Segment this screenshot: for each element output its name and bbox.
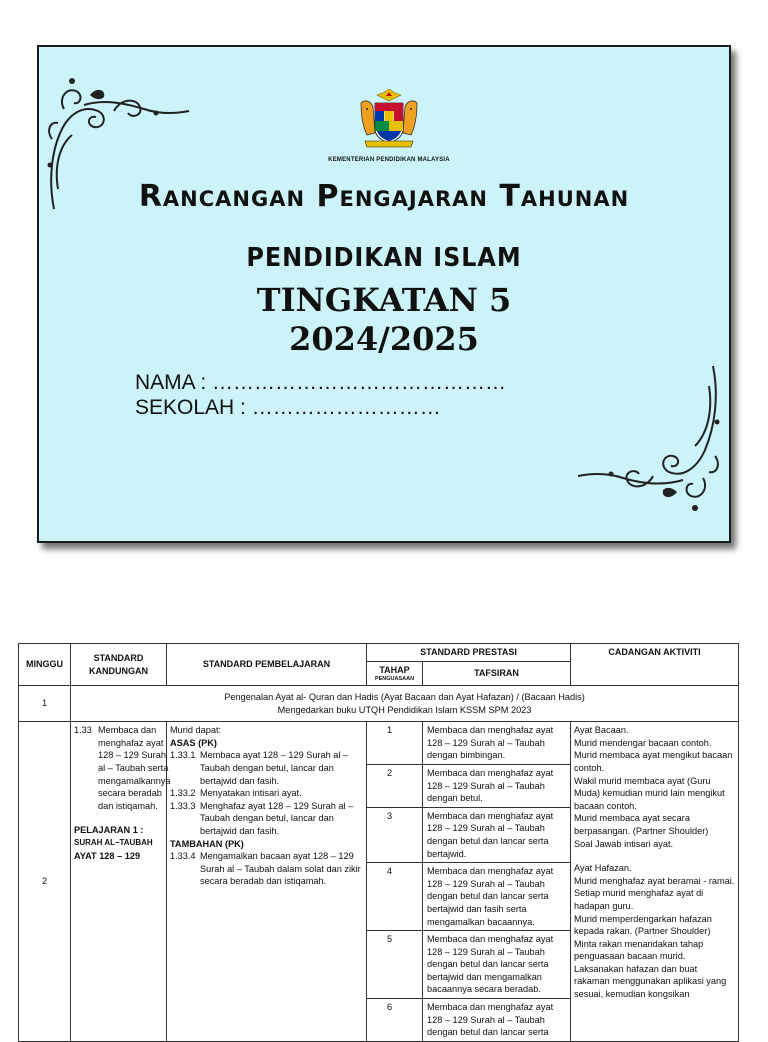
header-tafsiran: TAFSIRAN bbox=[423, 661, 571, 686]
sp-item-text: Menghafaz ayat 128 – 129 Surah al – Taubah dengan betul, lancar dan bertajwid dan fasih. bbox=[200, 800, 354, 836]
tahap-level: 4 bbox=[367, 863, 423, 930]
tahap-text: Membaca dan menghafaz ayat 128 – 129 Surah al – Taubah dengan bimbingan. bbox=[427, 725, 554, 761]
lesson-ayat: AYAT 128 – 129 bbox=[74, 850, 141, 861]
tahap-text: Membaca dan menghafaz ayat 128 – 129 Surah al – Taubah dengan betul dan lancar serta bbox=[427, 1002, 554, 1038]
table-row bbox=[19, 686, 739, 722]
sp-item-number: 1.33.2 bbox=[170, 788, 196, 799]
aktiviti-line: Murid menghafaz ayat beramai - ramai. bbox=[574, 875, 735, 886]
week-cell: 1 bbox=[19, 686, 71, 722]
aktiviti-line: Ayat Hafazan. bbox=[574, 863, 632, 874]
tahap-row bbox=[367, 808, 570, 863]
standard-prestasi-cell bbox=[367, 722, 571, 1042]
tahap-row bbox=[367, 765, 570, 808]
asas-list bbox=[170, 749, 363, 837]
cadangan-aktiviti-cell bbox=[571, 722, 739, 1042]
subject-title: PENDIDIKAN ISLAM bbox=[246, 243, 522, 273]
lesson-surah: SURAH AL–TAUBAH bbox=[74, 837, 153, 847]
tahap-row bbox=[367, 722, 570, 765]
intro-line-1: Pengenalan Ayat al- Quran dan Hadis (Ayat Bacaan dan Ayat Hafazan) / (Bacaan Hadis) bbox=[224, 692, 585, 703]
cover-page bbox=[37, 45, 731, 543]
aktiviti-line: Murid memperdengarkan hafazan kepada rakan. (Partner Shoulder) bbox=[574, 913, 712, 937]
tahap-level: 6 bbox=[367, 999, 423, 1041]
standard-pembelajaran-cell bbox=[167, 722, 367, 1042]
tahap-text: Membaca dan menghafaz ayat 128 – 129 Surah al – Taubah dengan betul dan lancar serta bertajwid dan mengamalkan bacaannya secara beradab. bbox=[427, 934, 554, 995]
aktiviti-line: Murid membaca ayat mengikut bacaan contoh. bbox=[574, 750, 733, 773]
header-penguasaan-label: PENGUASAAN bbox=[374, 676, 415, 683]
table-row bbox=[19, 722, 739, 1042]
coat-of-arms-icon bbox=[359, 89, 419, 151]
sp-item bbox=[170, 850, 363, 888]
document-title: Rancangan Pengajaran Tahunan bbox=[138, 179, 630, 214]
tahap-level: 5 bbox=[367, 931, 423, 998]
aktiviti-line: Wakil murid membaca ayat (Guru Muda) kemudian murid lain mengikut bacaan contoh. bbox=[574, 775, 725, 811]
tahap-list bbox=[367, 722, 570, 1041]
name-field: NAMA : …………………………………… bbox=[135, 371, 507, 394]
scroll-ornament-bottom-right bbox=[573, 356, 723, 526]
aktiviti-hafazan-list bbox=[574, 862, 735, 1001]
tambahan-list bbox=[170, 850, 363, 888]
form-title: TINGKATAN 5 bbox=[256, 281, 512, 319]
header-standard-pembelajaran: STANDARD PEMBELAJARAN bbox=[167, 644, 367, 686]
tahap-row bbox=[367, 999, 570, 1041]
sp-item-number: 1.33.4 bbox=[170, 851, 196, 862]
sp-item bbox=[170, 749, 363, 787]
tahap-text: Membaca dan menghafaz ayat 128 – 129 Surah al – Taubah dengan betul dan lancar serta bertajwid. bbox=[427, 810, 554, 859]
header-tahap bbox=[367, 661, 423, 686]
tambahan-label: TAMBAHAN (PK) bbox=[170, 838, 244, 849]
aktiviti-line: Murid membaca ayat secara berpasangan. (Partner Shoulder) bbox=[574, 813, 709, 836]
aktiviti-bacaan-list bbox=[574, 724, 735, 850]
aktiviti-line: Setiap murid menghafaz ayat di hadapan guru. bbox=[574, 888, 704, 911]
year-title: 2024/2025 bbox=[289, 320, 479, 358]
intro-cell bbox=[71, 686, 739, 722]
ministry-label: KEMENTERIAN PENDIDIKAN MALAYSIA bbox=[328, 157, 450, 163]
sp-item-text: Mengamalkan bacaan ayat 128 – 129 Surah al – Taubah dalam solat dan zikir secara beradab dan istiqamah. bbox=[200, 851, 361, 887]
tahap-level: 1 bbox=[367, 722, 423, 764]
sp-item-number: 1.33.3 bbox=[170, 800, 196, 811]
sp-item bbox=[170, 800, 363, 838]
asas-label: ASAS (PK) bbox=[170, 737, 217, 748]
sp-item bbox=[170, 787, 363, 800]
header-standard-prestasi: STANDARD PRESTASI bbox=[367, 644, 571, 662]
table-header-row bbox=[19, 644, 739, 662]
header-week: MINGGU bbox=[19, 644, 71, 686]
tahap-level: 2 bbox=[367, 765, 423, 807]
lesson-plan-table bbox=[18, 643, 739, 1042]
aktiviti-line: Murid mendengar bacaan contoh. bbox=[574, 737, 712, 748]
sk-text: Membaca dan menghafaz ayat 128 – 129 Surah al – Taubah serta mengamalkannya secara beradab dan istiqamah. bbox=[98, 725, 171, 811]
header-standard-kandungan: STANDARD KANDUNGAN bbox=[71, 644, 167, 686]
sp-item-number: 1.33.1 bbox=[170, 750, 196, 761]
week-cell: 2 bbox=[19, 722, 71, 1042]
header-tahap-label: TAHAP bbox=[379, 664, 410, 675]
standard-kandungan-cell bbox=[71, 722, 171, 1042]
aktiviti-line: Soal Jawab intisari ayat. bbox=[574, 838, 674, 849]
sp-item-text: Membaca ayat 128 – 129 Surah al – Taubah dengan betul, lancar dan bertajwid dan fasih. bbox=[200, 750, 349, 786]
aktiviti-line: Laksanakan hafazan dan buat rakaman menggunakan aplikasi yang sesuai, kemudian kongsikan bbox=[574, 963, 727, 1000]
lesson-label: PELAJARAN 1 : bbox=[74, 825, 144, 836]
tahap-row bbox=[367, 863, 570, 931]
sk-item bbox=[74, 724, 171, 812]
tahap-text: Membaca dan menghafaz ayat 128 – 129 Surah al – Taubah dengan betul dan lancar serta bertajwid dan fasih serta mengamalkan bacaannya. bbox=[427, 866, 554, 927]
tahap-text: Membaca dan menghafaz ayat 128 – 129 Surah al – Taubah dengan betul. bbox=[427, 767, 554, 804]
aktiviti-line: Ayat Bacaan. bbox=[574, 725, 629, 736]
school-field: SEKOLAH : ……………………… bbox=[135, 396, 441, 419]
intro-line-2: Mengedarkan buku UTQH Pendidikan Islam KSSM SPM 2023 bbox=[277, 704, 532, 715]
aktiviti-line: Minta rakan menandakan tahap penguasaan bacaan murid. bbox=[574, 938, 704, 962]
header-cadangan-aktiviti: CADANGAN AKTIVITI bbox=[571, 644, 739, 686]
sp-item-text: Menyatakan intisari ayat. bbox=[200, 788, 302, 799]
sk-number: 1.33 bbox=[74, 725, 92, 736]
tahap-row bbox=[367, 931, 570, 999]
sp-intro: Murid dapat: bbox=[170, 725, 222, 736]
tahap-level: 3 bbox=[367, 808, 423, 862]
